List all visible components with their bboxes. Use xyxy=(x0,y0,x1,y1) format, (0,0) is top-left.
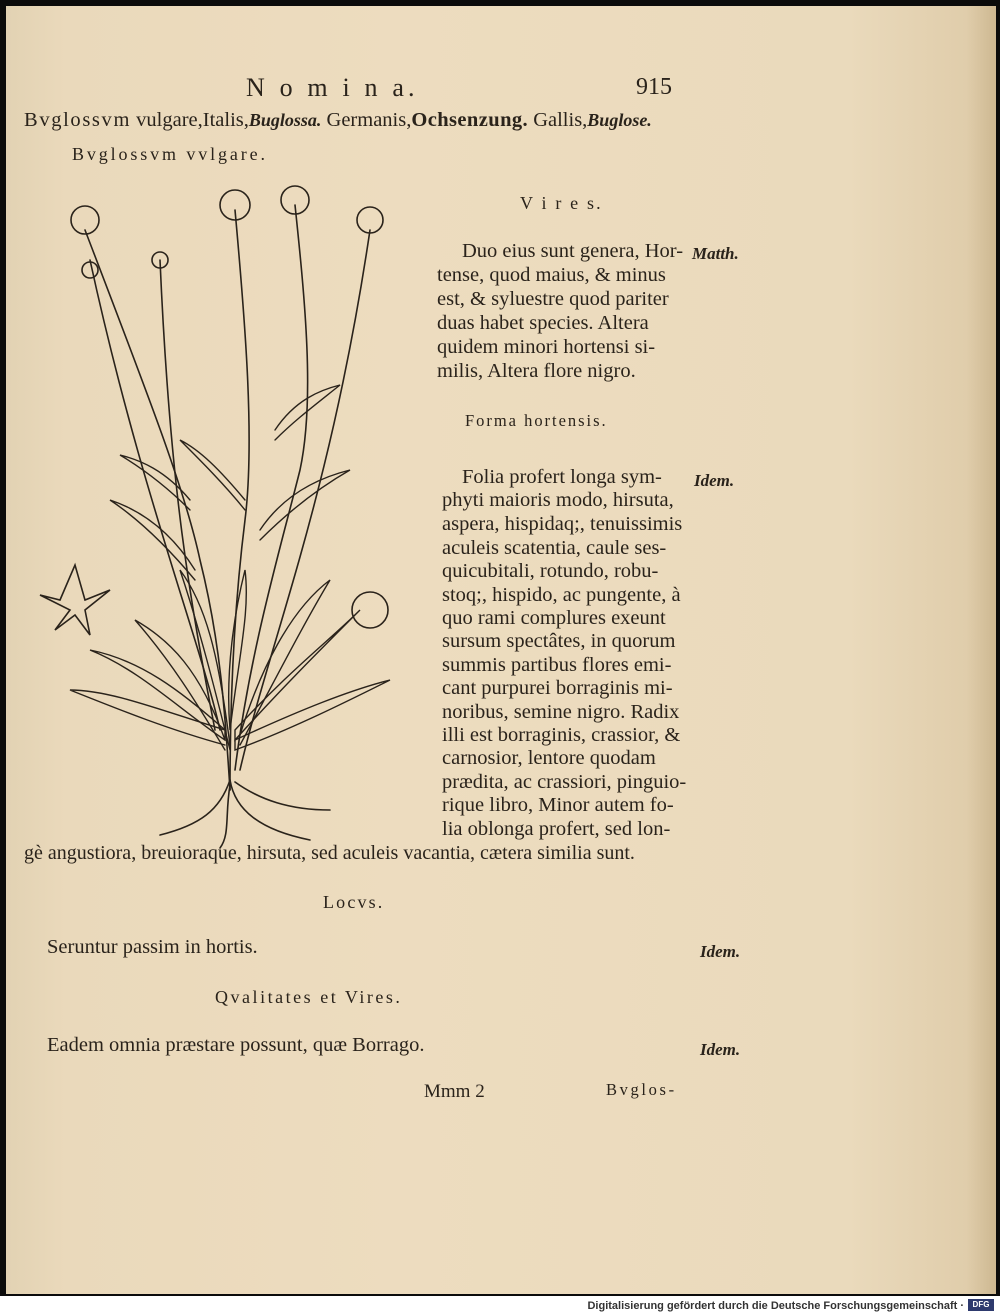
vires-line: quidem minori hortensi si- xyxy=(437,336,656,358)
names-line-part: Gallis, xyxy=(528,109,588,131)
vires-line: Duo eius sunt genera, Hor- xyxy=(462,240,684,262)
forma-line: aspera, hispidaq;, tenuissimis xyxy=(442,513,683,535)
names-line-german: Ochsenzung. xyxy=(411,109,529,131)
dfg-logo: DFG xyxy=(968,1299,994,1311)
names-line-part: vulgare,Italis, xyxy=(131,109,249,131)
forma-line: Folia profert longa sym- xyxy=(462,466,662,488)
forma-line: quo rami complures exeunt xyxy=(442,607,666,629)
figure-caption: Bvglossvm vvlgare. xyxy=(72,144,268,164)
catchword: Bvglos- xyxy=(606,1080,677,1099)
heading-forma-hortensis: Forma hortensis. xyxy=(465,411,608,430)
forma-line: summis partibus flores emi- xyxy=(442,654,672,676)
forma-line: carnosior, lentore quodam xyxy=(442,747,656,769)
forma-full-line: gè angustiora, breuioraque, hirsuta, sed aculeis vacantia, cætera similia sunt. xyxy=(24,842,635,864)
vires-line: duas habet species. Altera xyxy=(437,312,649,334)
qualitates-text: Eadem omnia præstare possunt, quæ Borrago. xyxy=(47,1034,425,1056)
forma-line: noribus, semine nigro. Radix xyxy=(442,701,680,723)
margin-note-matth: Matth. xyxy=(692,244,739,263)
plant-leaves xyxy=(70,385,390,750)
names-line xyxy=(24,110,652,131)
forma-line: stoq;, hispido, ac pungente, à xyxy=(442,584,681,606)
heading-vires: V i r e s. xyxy=(520,193,603,213)
names-line-french: Buglose. xyxy=(587,110,652,130)
forma-line: sursum spectâtes, in quorum xyxy=(442,630,676,652)
names-line-part: Germanis, xyxy=(321,109,412,131)
plant-stems xyxy=(85,205,370,790)
digitization-credit: Digitalisierung gefördert durch die Deutsche Forschungsgemeinschaft · xyxy=(587,1300,964,1312)
signature-mark: Mmm 2 xyxy=(424,1081,485,1102)
heading-locus: Locvs. xyxy=(323,892,385,912)
margin-note-idem: Idem. xyxy=(700,1040,741,1059)
forma-line: lia oblonga profert, sed lon- xyxy=(442,818,671,840)
vires-line: milis, Altera flore nigro. xyxy=(437,360,636,382)
margin-note-idem: Idem. xyxy=(700,942,741,961)
forma-line: quicubitali, rotundo, robu- xyxy=(442,560,659,582)
margin-note-idem: Idem. xyxy=(694,471,735,490)
vires-line: est, & syluestre quod pariter xyxy=(437,288,669,310)
plant-roots xyxy=(160,780,330,848)
running-title: N o m i n a. xyxy=(246,73,419,102)
names-line-italian: Buglossa. xyxy=(248,110,322,130)
locus-text: Seruntur passim in hortis. xyxy=(47,936,258,958)
plant-woodcut-illustration xyxy=(30,170,430,850)
forma-line: prædita, ac crassiori, pinguio- xyxy=(442,771,687,793)
vires-line: tense, quod maius, & minus xyxy=(437,264,666,286)
forma-line: aculeis scatentia, caule ses- xyxy=(442,537,667,559)
forma-line: rique libro, Minor autem fo- xyxy=(442,794,674,816)
heading-qualitates: Qvalitates et Vires. xyxy=(215,987,403,1007)
forma-line: illi est borraginis, crassior, & xyxy=(442,724,681,746)
forma-line: cant purpurei borraginis mi- xyxy=(442,677,673,699)
flower-heads xyxy=(40,186,388,635)
forma-line: phyti maioris modo, hirsuta, xyxy=(442,489,674,511)
names-line-lemma: Bvglossvm xyxy=(24,109,132,131)
page-number: 915 xyxy=(636,74,672,100)
